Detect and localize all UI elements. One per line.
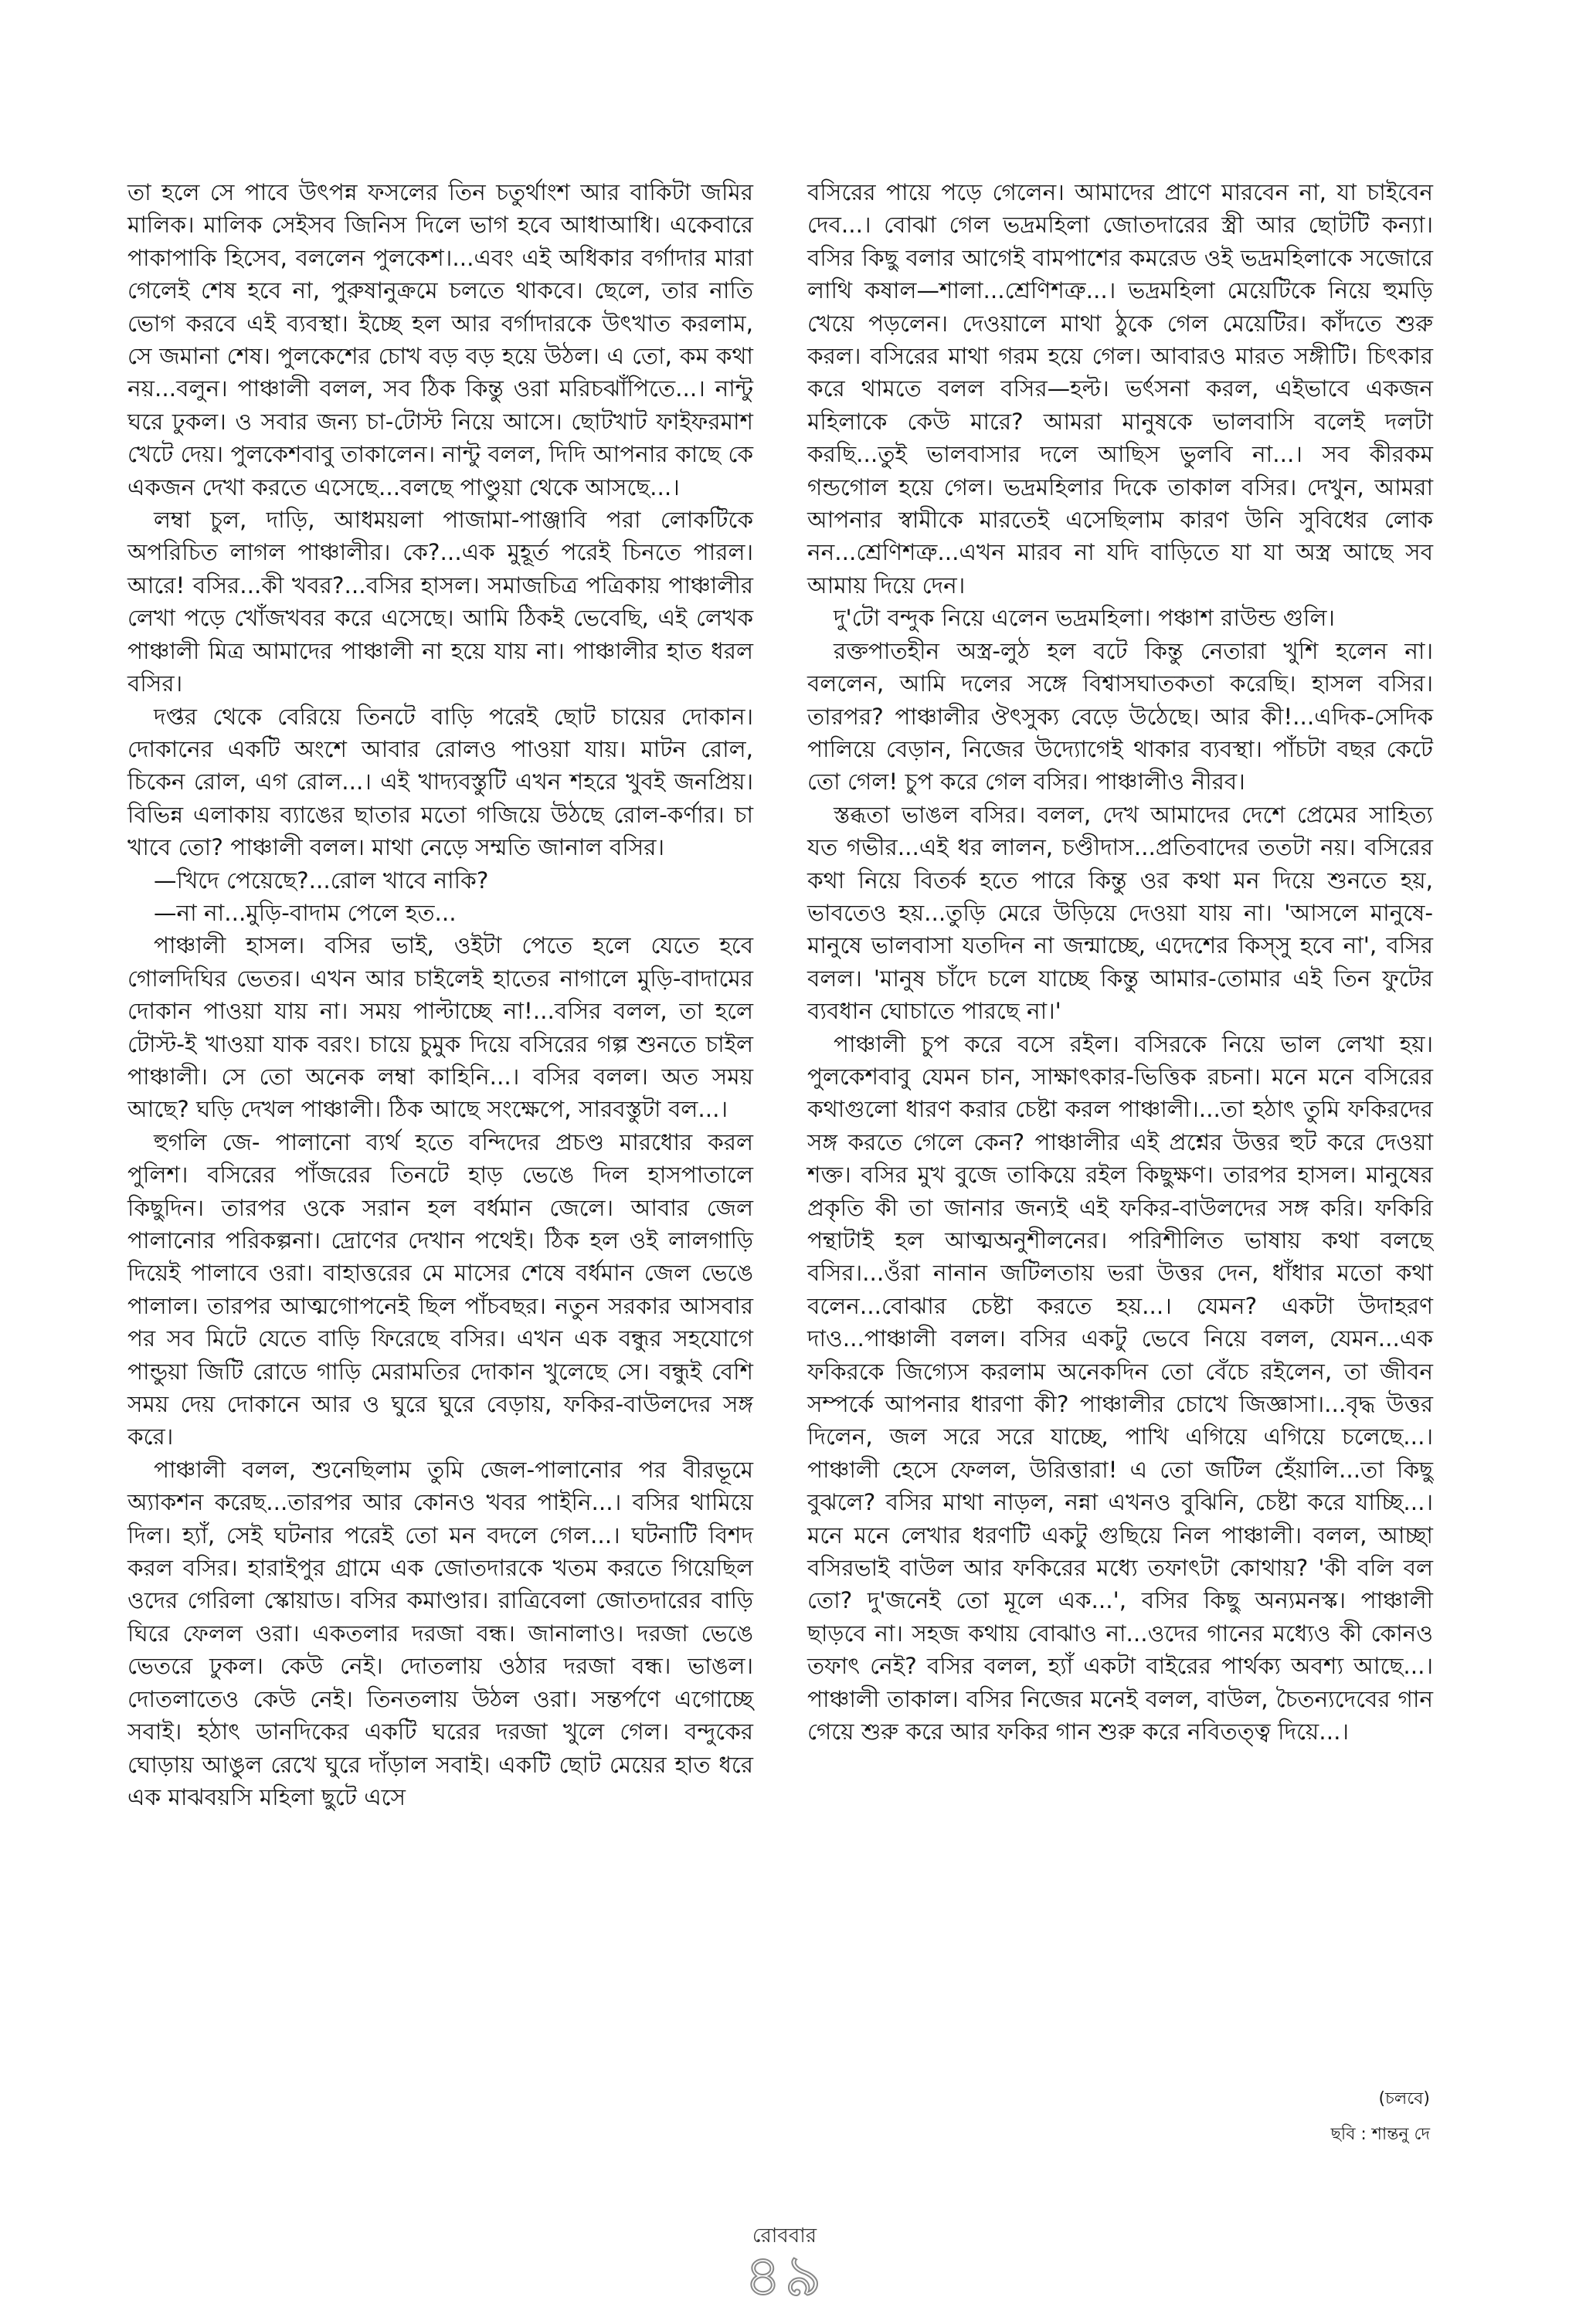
dialogue-line: —না না...মুড়ি-বাদাম পেলে হত... [154, 899, 457, 926]
dialogue-line: —খিদে পেয়েছে?...রোল খাবে নাকি? [154, 867, 489, 894]
paragraph: পাঞ্চালী চুপ করে বসে রইল। বসিরকে নিয়ে ভাল লেখা হয়। পুলকেশবাবু যেমন চান, সাক্ষাৎকার-ভিত্তিক রচনা। মনে মনে বসিরের কথাগুলো ধারণ করার চেষ্টা করল পাঞ্চালী।...তা হঠাৎ তুমি ফকিরদের সঙ্গ করতে গেলে কেন? পাঞ্চালীর এই প্রশ্নের উত্তর হুট করে দেওয়া শক্ত। বসির মুখ বুজে তাকিয়ে রইল কিছুক্ষণ। তারপর হাসল। মানুষের প্রকৃতি কী তা জানার জন্যই এই ফকির-বাউলদের সঙ্গ করি। ফকিরি পন্থাটাই হল আত্মঅনুশীলনের। পরিশীলিত ভাষায় কথা বলছে বসির।...ওঁরা নানান জটিলতায় ভরা উত্তর দেন, ধাঁধার মতো কথা বলেন...বোঝার চেষ্টা করতে হয়...। যেমন? একটা উদাহরণ দাও...পাঞ্চালী বলল। বসির একটু ভেবে নিয়ে বলল, যেমন...এক ফকিরকে জিগ্যেস করলাম অনেকদিন তো বেঁচে রইলেন, তা জীবন সম্পর্কে আপনার ধারণা কী? পাঞ্চালীর চোখে জিজ্ঞাসা।...বৃদ্ধ উত্তর দিলেন, জল সরে সরে যাচ্ছে, পাখি এগিয়ে এগিয়ে চলেছে...। পাঞ্চালী হেসে ফেলল, উরিত্তারা! এ তো জটিল হেঁয়ালি...তা কিছু বুঝলে? বসির মাথা নাড়ল, নন্না এখনও বুঝিনি, চেষ্টা করে যাচ্ছি...। মনে মনে লেখার ধরণটি একটু গুছিয়ে নিল পাঞ্চালী। বলল, আচ্ছা বসিরভাই বাউল আর ফকিরের মধ্যে তফাৎটা কোথায়? 'কী বলি বল তো? দু'জনেই তো মূলে এক...', বসির কিছু অন্যমনস্ক। পাঞ্চালী ছাড়বে না। সহজ কথায় বোঝাও না...ওদের গানের মধ্যেও কী কোনও তফাৎ নেই? বসির বলল, হ্যাঁ একটা বাইরের পার্থক্য অবশ্য আছে...। পাঞ্চালী তাকাল। বসির নিজের মনেই বলল, বাউল, চৈতন্যদেবের গান গেয়ে শুরু করে আর ফকির গান শুরু করে নবিতত্ত্ব দিয়ে...। [807, 1030, 1433, 1746]
paragraph: হুগলি জে- পালানো ব্যর্থ হতে বন্দিদের প্রচণ্ড মারধোর করল পুলিশ। বসিরের পাঁজরের তিনটে হাড় ভেঙে দিল হাসপাতালে কিছুদিন। তারপর ওকে সরান হল বর্ধমান জেলে। আবার জেল পালানোর পরিকল্পনা। দ্রোণের দেখান পথেই। ঠিক হল ওই লালগাড়ি দিয়েই পালাবে ওরা। বাহাত্তরের মে মাসের শেষে বর্ধমান জেল ভেঙে পালাল। তারপর আত্মগোপনেই ছিল পাঁচবছর। নতুন সরকার আসবার পর সব মিটে যেতে বাড়ি ফিরেছে বসির। এখন এক বন্ধুর সহযোগে পান্ডুয়া জিটি রোডে গাড়ি মেরামতির দোকান খুলেছে সে। বন্ধুই বেশি সময় দেয় দোকানে আর ও ঘুরে ঘুরে বেড়ায়, ফকির-বাউলদের সঙ্গ করে। [127, 1128, 753, 1450]
page-number: ৪৯ [744, 2243, 825, 2309]
paragraph: স্তব্ধতা ভাঙল বসির। বলল, দেখ আমাদের দেশে প্রেমের সাহিত্য যত গভীর...এই ধর লালন, চণ্ডীদাস...প্রতিবাদের ততটা নয়। বসিরের কথা নিয়ে বিতর্ক হতে পারে কিন্তু ওর কথা মন দিয়ে শুনতে হয়, ভাবতেও হয়...তুড়ি মেরে উড়িয়ে দেওয়া যায় না। 'আসলে মানুষে-মানুষে ভালবাসা যতদিন না জন্মাচ্ছে, এদেশের কিস্সু হবে না', বসির বলল। 'মানুষ চাঁদে চলে যাচ্ছে কিন্তু আমার-তোমার এই তিন ফুটের ব্যবধান ঘোচাতে পারছে না।' [807, 801, 1433, 1025]
paragraph: দু'টো বন্দুক নিয়ে এলেন ভদ্রমহিলা। পঞ্চাশ রাউন্ড গুলি। [834, 605, 1335, 632]
article-column-left [127, 176, 753, 1813]
paragraph: পাঞ্চালী হাসল। বসির ভাই, ওইটা পেতে হলে যেতে হবে গোলদিঘির ভেতর। এখন আর চাইলেই হাতের নাগালে মুড়ি-বাদামের দোকান পাওয়া যায় না। সময় পাল্টাচ্ছে না!...বসির বলল, তা হলে টোস্ট-ই খাওয়া যাক বরং। চায়ে চুমুক দিয়ে বসিরের গল্প শুনতে চাইল পাঞ্চালী। সে তো অনেক লম্বা কাহিনি...। বসির বলল। অত সময় আছে? ঘড়ি দেখল পাঞ্চালী। ঠিক আছে সংক্ষেপে, সারবস্তুটা বল...। [127, 932, 753, 1123]
paragraph: তা হলে সে পাবে উৎপন্ন ফসলের তিন চতুর্থাংশ আর বাকিটা জমির মালিক। মালিক সেইসব জিনিস দিলে ভাগ হবে আধাআধি। একেবারে পাকাপাকি হিসেব, বললেন পুলকেশ।...এবং এই অধিকার বর্গাদার মারা গেলেই শেষ হবে না, পুরুষানুক্রমে চলতে থাকবে। ছেলে, তার নাতি ভোগ করবে এই ব্যবস্থা। ইচ্ছে হল আর বর্গাদারকে উৎখাত করলাম, সে জমানা শেষ। পুলকেশের চোখ বড় বড় হয়ে উঠল। এ তো, কম কথা নয়...বলুন। পাঞ্চালী বলল, সব ঠিক কিন্তু ওরা মরিচঝাঁপিতে...। নান্টু ঘরে ঢুকল। ও সবার জন্য চা-টোস্ট নিয়ে আসে। ছোটখাট ফাইফরমাশ খেটে দেয়। পুলকেশবাবু তাকালেন। নান্টু বলল, দিদি আপনার কাছে কে একজন দেখা করতে এসেছে...বলছে পাণ্ডুয়া থেকে আসছে...। [127, 179, 753, 500]
paragraph: বসিরের পায়ে পড়ে গেলেন। আমাদের প্রাণে মারবেন না, যা চাইবেন দেব...। বোঝা গেল ভদ্রমহিলা জোতদারের স্ত্রী আর ছোটটি কন্যা। বসির কিছু বলার আগেই বামপাশের কমরেড ওই ভদ্রমহিলাকে সজোরে লাথি কষাল—শালা...শ্রেণিশত্রু...। ভদ্রমহিলা মেয়েটিকে নিয়ে হুমড়ি খেয়ে পড়লেন। দেওয়ালে মাথা ঠুকে গেল মেয়েটির। কাঁদতে শুরু করল। বসিরের মাথা গরম হয়ে গেল। আবারও মারত সঙ্গীটি। চিৎকার করে থামতে বলল বসির—হল্ট। ভর্ৎসনা করল, এইভাবে একজন মহিলাকে কেউ মারে? আমরা মানুষকে ভালবাসি বলেই দলটা করছি...তুই ভালবাসার দলে আছিস ভুলবি না...। সব কীরকম গন্ডগোল হয়ে গেল। ভদ্রমহিলার দিকে তাকাল বসির। দেখুন, আমরা আপনার স্বামীকে মারতেই এসেছিলাম কারণ উনি সুবিধের লোক নন...শ্রেণিশত্রু...এখন মারব না যদি বাড়িতে যা যা অস্ত্র আছে সব আমায় দিয়ে দেন। [807, 179, 1433, 599]
continued-note: (চলবে) [1378, 2089, 1430, 2109]
paragraph: দপ্তর থেকে বেরিয়ে তিনটে বাড়ি পরেই ছোট চায়ের দোকান। দোকানের একটি অংশে আবার রোলও পাওয়া যায়। মাটন রোল, চিকেন রোল, এগ রোল...। এই খাদ্যবস্তুটি এখন শহরে খুবই জনপ্রিয়। বিভিন্ন এলাকায় ব্যাঙের ছাতার মতো গজিয়ে উঠছে রোল-কর্ণার। চা খাবে তো? পাঞ্চালী বলল। মাথা নেড়ে সম্মতি জানাল বসির। [127, 703, 753, 861]
article-column-right [807, 176, 1433, 1749]
paragraph: রক্তপাতহীন অস্ত্র-লুঠ হল বটে কিন্তু নেতারা খুশি হলেন না। বললেন, আমি দলের সঙ্গে বিশ্বাসঘাতকতা করেছি। হাসল বসির। তারপর? পাঞ্চালীর ঔৎসুক্য বেড়ে উঠেছে। আর কী!...এদিক-সেদিক পালিয়ে বেড়ান, নিজের উদ্যোগেই থাকার ব্যবস্থা। পাঁচটা বছর কেটে তো গেল! চুপ করে গেল বসির। পাঞ্চালীও নীরব। [807, 637, 1433, 796]
paragraph: পাঞ্চালী বলল, শুনেছিলাম তুমি জেল-পালানোর পর বীরভূমে অ্যাকশন করেছ...তারপর আর কোনও খবর পাইনি...। বসির থামিয়ে দিল। হ্যাঁ, সেই ঘটনার পরেই তো মন বদলে গেল...। ঘটনাটি বিশদ করল বসির। হারাইপুর গ্রামে এক জোতদারকে খতম করতে গিয়েছিল ওদের গেরিলা স্কোয়াড। বসির কমাণ্ডার। রাত্রিবেলা জোতদারের বাড়ি ঘিরে ফেলল ওরা। একতলার দরজা বন্ধ। জানালাও। দরজা ভেঙে ভেতরে ঢুকল। কেউ নেই। দোতলায় ওঠার দরজা বন্ধ। ভাঙল। দোতলাতেও কেউ নেই। তিনতলায় উঠল ওরা। সন্তর্পণে এগোচ্ছে সবাই। হঠাৎ ডানদিকের একটি ঘরের দরজা খুলে গেল। বন্দুকের ঘোড়ায় আঙুল রেখে ঘুরে দাঁড়াল সবাই। একটি ছোট মেয়ের হাত ধরে এক মাঝবয়সি মহিলা ছুটে এসে [127, 1456, 753, 1810]
magazine-name: রোববার [752, 2224, 817, 2248]
page-footer [0, 2224, 1569, 2309]
paragraph: লম্বা চুল, দাড়ি, আধময়লা পাজামা-পাঞ্জাবি পরা লোকটিকে অপরিচিত লাগল পাঞ্চালীর। কে?...এক মুহূর্ত পরেই চিনতে পারল। আরে! বসির...কী খবর?...বসির হাসল। সমাজচিত্র পত্রিকায় পাঞ্চালীর লেখা পড়ে খোঁজখবর করে এসেছে। আমি ঠিকই ভেবেছি, এই লেখক পাঞ্চালী মিত্র আমাদের পাঞ্চালী না হয়ে যায় না। পাঞ্চালীর হাত ধরল বসির। [127, 507, 753, 697]
illustration-credit: ছবি : শান্তনু দে [1330, 2125, 1430, 2144]
article-credits [1331, 2081, 1430, 2153]
